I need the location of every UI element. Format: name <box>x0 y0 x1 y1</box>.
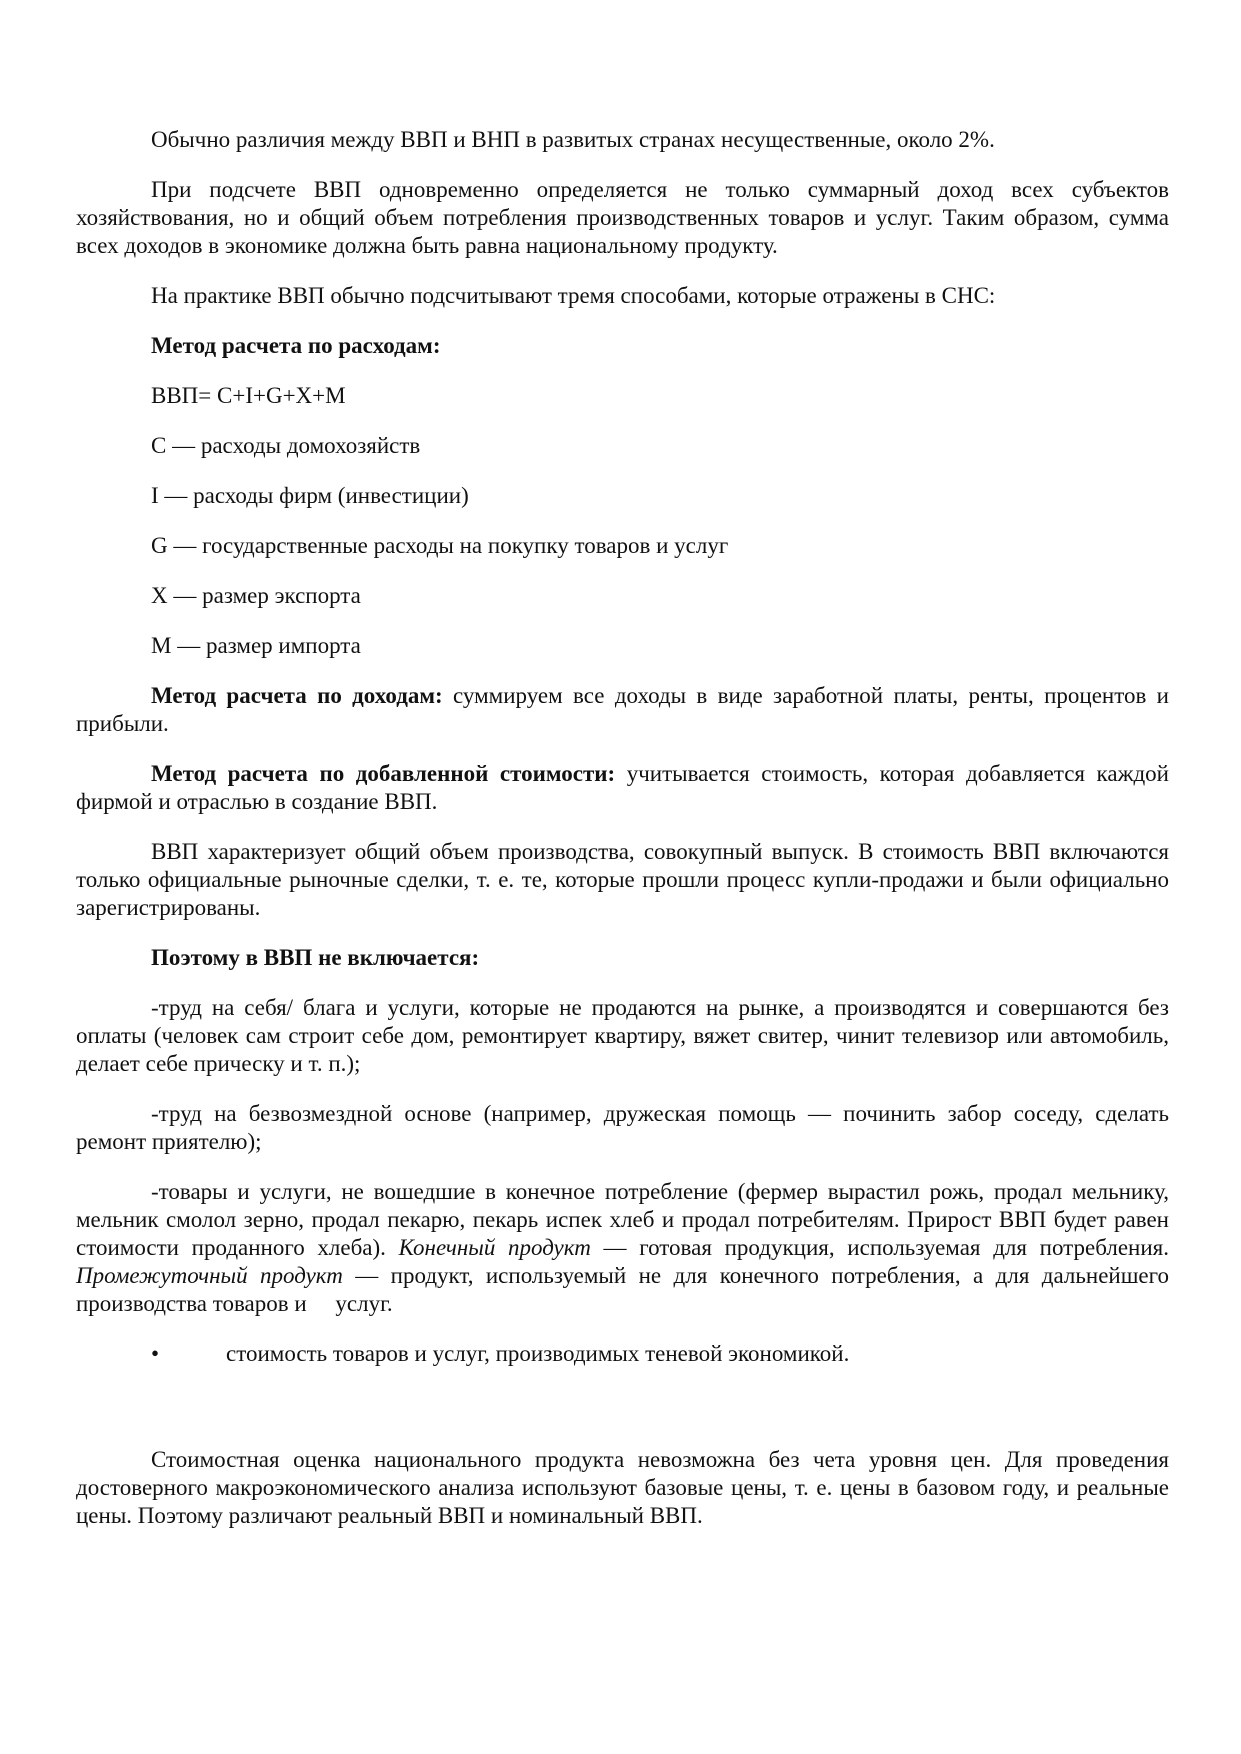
definition-m: M — размер импорта <box>151 633 361 658</box>
paragraph-value-added-method <box>76 760 1169 816</box>
gdp-formula: ВВП= C+I+G+X+M <box>151 383 346 408</box>
income-method-label: Метод расчета по доходам: <box>151 683 443 708</box>
value-added-method-text: учитывается стоимость, которая добавляется каждой фирмой и отраслью в создание ВВП. <box>76 761 1169 814</box>
bullet-shadow-economy <box>76 1340 1169 1368</box>
excluded-intermediate-goods <box>76 1178 1175 1318</box>
definition-c: С — расходы домохозяйств <box>151 433 421 458</box>
bullet-icon: • <box>151 1341 160 1366</box>
heading-excluded-from-gdp: Поэтому в ВВП не включается: <box>151 945 480 970</box>
intermediate-goods-text-1: -товары и услуги, не вошедшие в конечное потребление (фермер вырастил рожь, продал мельнику, мельник смолол зерно, продал пекарю, пекарь испек хлеб и продал потребителям. Прирост ВВП будет равен стоимости проданного хлеба). <box>76 1179 1169 1260</box>
intermediate-goods-text-2: — готовая продукция, используемая для потребления. <box>590 1235 1169 1260</box>
paragraph-three-methods: На практике ВВП обычно подсчитывают тремя способами, которые отражены в СНС: <box>151 283 996 308</box>
income-method-text: суммируем все доходы в виде заработной платы, ренты, процентов и прибыли. <box>76 683 1169 736</box>
bullet-text: стоимость товаров и услуг, производимых теневой экономикой. <box>226 1341 850 1366</box>
document-page <box>76 126 1175 1552</box>
heading-expense-method: Метод расчета по расходам: <box>151 333 441 358</box>
paragraph-price-level: Стоимостная оценка национального продукта невозможна без чета уровня цен. Для проведения достоверного макроэкономического анализа используют базовые цены, т. е. цены в базовом году, и реальные цены. Поэтому различают реальный ВВП и номинальный ВВП. <box>76 1447 1169 1528</box>
paragraph-income-method <box>76 682 1169 738</box>
definition-x: X — размер экспорта <box>151 583 361 608</box>
value-added-method-label: Метод расчета по добавленной стоимости: <box>151 761 616 786</box>
spacer <box>76 1368 1169 1446</box>
intermediate-product-term: Промежуточный продукт <box>76 1263 343 1288</box>
paragraph-gdp-gnp-difference: Обычно различия между ВВП и ВНП в развитых странах несущественные, около 2%. <box>151 127 995 152</box>
paragraph-gdp-characteristics: ВВП характеризует общий объем производства, совокупный выпуск. В стоимость ВВП включаются только официальные рыночные сделки, т. е. те, которые прошли процесс купли-продажи и были официально зарегистрированы. <box>76 839 1169 920</box>
paragraph-gdp-calculation: При подсчете ВВП одновременно определяется не только суммарный доход всех субъектов хозяйствования, но и общий объем потребления производственных товаров и услуг. Таким образом, сумма всех доходов в экономике должна быть равна национальному продукту. <box>76 177 1169 258</box>
definition-i: I — расходы фирм (инвестиции) <box>151 483 469 508</box>
intermediate-goods-text-3: — продукт, используемый не для конечного потребления, а для дальнейшего производства товаров и услуг. <box>76 1263 1175 1316</box>
definition-g: G — государственные расходы на покупку товаров и услуг <box>151 533 729 558</box>
excluded-self-work: -труд на себя/ блага и услуги, которые не продаются на рынке, а производятся и совершаются без оплаты (человек сам строит себе дом, ремонтирует квартиру, вяжет свитер, чинит телевизор или автомобиль, делает себе прическу и т. п.); <box>76 995 1169 1076</box>
excluded-volunteer-work: -труд на безвозмездной основе (например, дружеская помощь — починить забор соседу, сделать ремонт приятелю); <box>76 1101 1169 1154</box>
final-product-term: Конечный продукт <box>398 1235 591 1260</box>
